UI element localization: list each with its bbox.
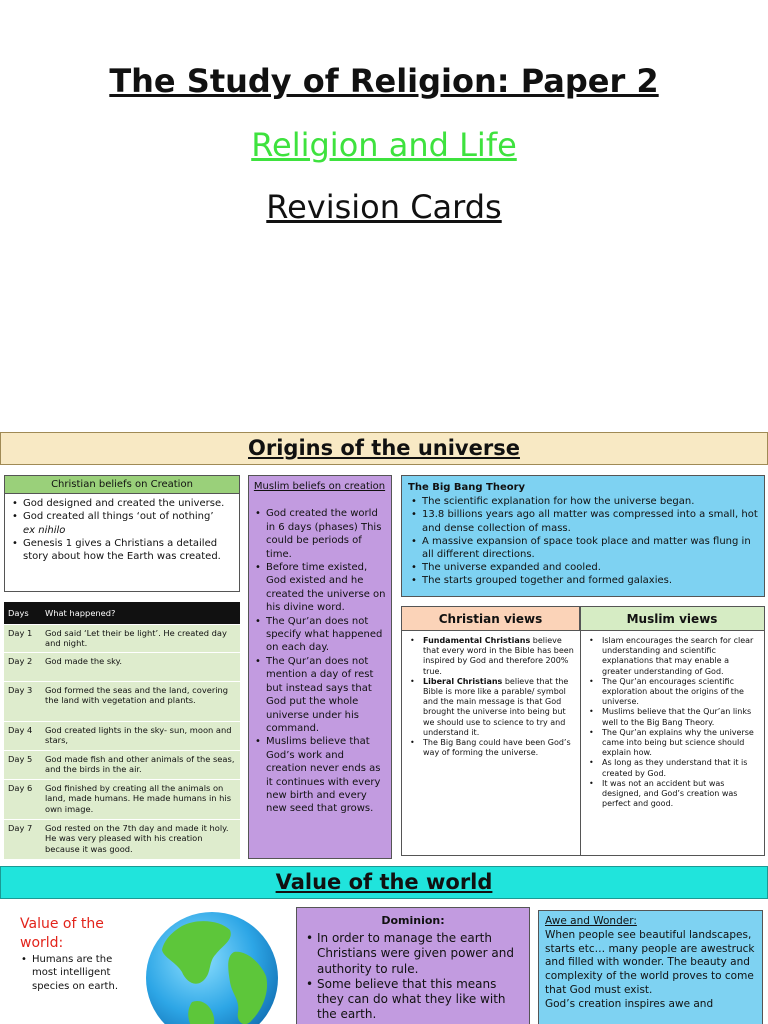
ex-nihilo-term: ex nihilo [23, 524, 66, 536]
list-item: • The universe expanded and cooled. [408, 561, 758, 574]
list-item: • Islam encourages the search for clear understanding and scientific explanations that may enable a greater understanding of God. [586, 636, 760, 677]
table-row [4, 779, 240, 819]
list-item [407, 677, 575, 738]
event-cell: God said ‘Let their be light’. He created day and night. [41, 624, 240, 652]
event-cell: God rested on the 7th day and made it holy. He was very pleased with his creation because it was good. [41, 819, 240, 859]
christian-views-column [402, 632, 580, 762]
list-item: • The Qur’an does not mention a day of rest but instead says that God put the whole universe under his command. [252, 655, 387, 735]
christian-creation-list [5, 494, 239, 566]
value-of-world-list [18, 953, 118, 993]
list-item: • God designed and created the universe. [9, 497, 235, 510]
awe-text-continued: God’s creation inspires awe and [545, 997, 714, 1010]
origins-heading: Origins of the universe [0, 432, 768, 465]
list-item: • In order to manage the earth Christians were given power and authority to rule. [303, 931, 523, 977]
list-item-text: believe that the Bible is more like a parable/ symbol and the main message is that God brought the universe into being but we should use to science to try and understand it. [423, 676, 569, 737]
page-title: The Study of Religion: Paper 2 [109, 62, 659, 100]
list-item [407, 738, 575, 758]
day-cell: Day 7 [4, 819, 41, 859]
list-item: • Humans are the most intelligent species on earth. [18, 953, 118, 993]
views-table [401, 606, 765, 856]
list-item-text: The Big Bang could have been God’s way of forming the universe. [423, 738, 571, 758]
table-row [4, 721, 240, 750]
muslim-views-list [586, 636, 760, 809]
dominion-box [296, 907, 530, 1024]
table-row [4, 819, 240, 859]
big-bang-title: The Big Bang Theory [408, 482, 526, 493]
list-item: • It was not an accident but was designed, and God’s creation was perfect and good. [586, 779, 760, 810]
revision-cards-label: Revision Cards [266, 188, 502, 226]
day-cell: Day 2 [4, 652, 41, 681]
awe-title: Awe and Wonder: [545, 915, 637, 927]
christian-views-heading: Christian views [402, 607, 580, 631]
day-cell: Day 5 [4, 750, 41, 779]
event-cell: God created lights in the sky- sun, moon and stars, [41, 721, 240, 750]
table-header-what: What happened? [41, 602, 240, 624]
dominion-title: Dominion: [381, 914, 445, 927]
table-row [4, 624, 240, 652]
christian-creation-title: Christian beliefs on Creation [5, 476, 239, 494]
event-cell: God formed the seas and the land, covering the land with vegetation and plants. [41, 681, 240, 721]
muslim-views-heading: Muslim views [580, 607, 764, 631]
christian-views-list [407, 636, 575, 758]
list-item: • Muslims believe that God’s work and creation never ends as it continues with every new birth and every new seed that grows. [252, 735, 387, 815]
value-of-world-title: Value of the world: [20, 916, 104, 951]
muslim-creation-list [252, 507, 387, 815]
day-cell: Day 1 [4, 624, 41, 652]
list-item [407, 636, 575, 677]
day-cell: Day 4 [4, 721, 41, 750]
day-cell: Day 6 [4, 779, 41, 819]
list-item-bold: Liberal Christians [423, 676, 503, 686]
days-table [4, 602, 240, 860]
list-item: • 13.8 billions years ago all matter was compressed into a small, hot and dense collection of mass. [408, 508, 758, 534]
awe-text: When people see beautiful landscapes, starts etc… many people are awestruck and filled with wonder. The beauty and complexity of the world proves to come that God must exist. [545, 928, 755, 996]
list-item: • As long as they understand that it is created by God. [586, 758, 760, 778]
event-cell: God made fish and other animals of the seas, and the birds in the air. [41, 750, 240, 779]
list-item: • The Qur’an explains why the universe came into being but science should explain how. [586, 728, 760, 759]
list-item: • The starts grouped together and formed galaxies. [408, 574, 758, 587]
muslim-views-column [581, 632, 765, 813]
list-item: • Some believe that this means they can do what they like with the earth. [303, 977, 523, 1023]
table-row [4, 652, 240, 681]
table-header-row [4, 602, 240, 624]
list-item-text: God created all things ‘out of nothing’ [23, 511, 214, 523]
list-item: • Genesis 1 gives a Christians a detailed story about how the Earth was created. [9, 537, 235, 564]
big-bang-list [408, 495, 758, 587]
big-bang-box [401, 475, 765, 597]
table-row [4, 681, 240, 721]
list-item: • The Qur’an does not specify what happened on each day. [252, 615, 387, 655]
list-item-text: believe that every word in the Bible has been inspired by God and therefore 200% true. [423, 636, 574, 676]
page-subtitle: Religion and Life [251, 126, 517, 164]
list-item: • Before time existed, God existed and he created the universe on his divine word. [252, 561, 387, 615]
list-item-bold: Fundamental Christians [423, 636, 531, 645]
list-item: • God created the world in 6 days (phases) This could be periods of time. [252, 507, 387, 561]
list-item [9, 510, 235, 537]
list-item: • The Qur’an encourages scientific exploration about the origins of the universe. [586, 677, 760, 708]
event-cell: God made the sky. [41, 652, 240, 681]
christian-creation-box [4, 475, 240, 592]
dominion-list [303, 931, 523, 1022]
muslim-creation-title: Muslim beliefs on creation [253, 481, 386, 492]
table-row [4, 750, 240, 779]
muslim-creation-box [248, 475, 392, 859]
list-item: • A massive expansion of space took place and matter was flung in all different directions. [408, 535, 758, 561]
earth-globe-icon [142, 906, 282, 1024]
event-cell: God finished by creating all the animals on land, made humans. He made humans in his own image. [41, 779, 240, 819]
awe-and-wonder-box [538, 910, 763, 1024]
value-heading: Value of the world [0, 866, 768, 899]
list-item: • The scientific explanation for how the universe began. [408, 495, 758, 508]
table-header-days: Days [4, 602, 41, 624]
list-item: • Muslims believe that the Qur’an links well to the Big Bang Theory. [586, 707, 760, 727]
day-cell: Day 3 [4, 681, 41, 721]
